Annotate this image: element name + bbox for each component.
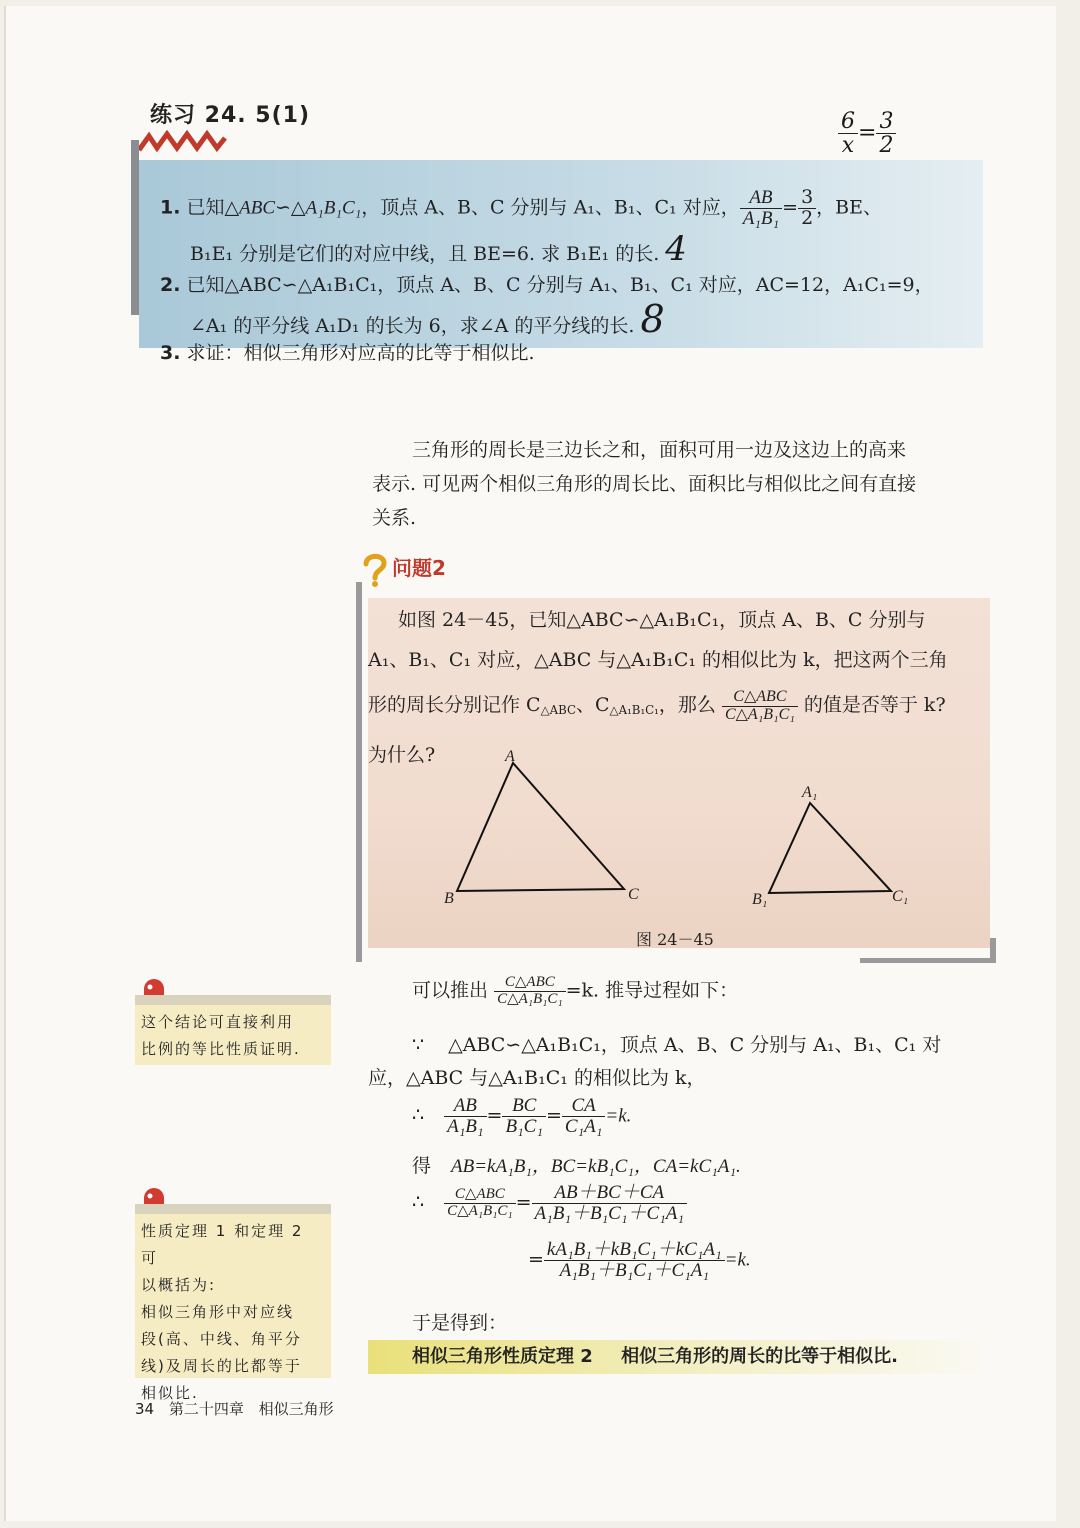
- chapter-title: 相似三角形: [258, 1400, 334, 1418]
- problem-shadow-bottom: [860, 958, 996, 963]
- exercise-item-2-line2: ∠A₁ 的平分线 A₁D₁ 的长为 6，求∠A 的平分线的长. 8: [190, 297, 665, 341]
- triangle-a1b1c1: [769, 803, 891, 893]
- page-number: 34: [135, 1400, 155, 1418]
- figure-24-45: [430, 745, 930, 925]
- page-footer: [135, 1398, 334, 1419]
- handwritten-answer-1: 4: [665, 229, 687, 269]
- exercise-item-3: 3. 求证：相似三角形对应高的比等于相似比.: [160, 342, 535, 364]
- derivation-sum-2: = $\frac{\text{kA₁B₁＋kB₁C₁＋kC₁A₁}}{\text{A₁B₁＋B₁C₁＋C₁A₁}}$ =k.: [528, 1239, 751, 1281]
- chapter-label: 第二十四章: [168, 1400, 244, 1418]
- triangle-abc: [457, 763, 624, 891]
- zigzag-decoration-icon: [137, 126, 227, 156]
- figure-caption: 图 24－45: [636, 930, 714, 949]
- intro-paragraph: 三角形的周长是三边长之和，面积可用一边及这边上的高来 表示. 可见两个相似三角形的周长比、面积比与相似比之间有直接 关系.: [372, 439, 917, 529]
- exercise-item-2: 2. 已知△ABC∽△A₁B₁C₁，顶点 A、B、C 分别与 A₁、B₁、C₁ 对应，AC=12，A₁C₁=9，: [160, 274, 934, 296]
- exercise-item-1-line2: B₁E₁ 分别是它们的对应中线，且 BE=6. 求 B₁E₁ 的长. 4: [190, 229, 687, 269]
- exercise-title: 练习 24. 5(1): [150, 103, 311, 128]
- problem-heading: 问题2: [392, 556, 446, 580]
- handwritten-answer-2: 8: [640, 297, 665, 341]
- question-mark-icon: [360, 552, 390, 588]
- handwritten-ratio: $\frac{6}{x}$ = $\frac{3}{2}$: [838, 110, 896, 157]
- exercise-side-bar: [131, 140, 139, 315]
- note-2: 性质定理 1 和定理 2 可 以概括为: 相似三角形中对应线 段(高、中线、角平分 线)及周长的比都等于 相似比.: [135, 1214, 331, 1378]
- label-c: C: [628, 886, 639, 903]
- theorem-banner: [368, 1340, 982, 1374]
- derivation-conclude: 于是得到：: [412, 1312, 508, 1334]
- derivation-ratio: ∴ $\frac{AB}{\text{A₁B₁}}$ = $\frac{BC}{\text{B₁C₁}}$ = $\frac{CA}{\text{C₁A₁}}$ =k.: [412, 1095, 632, 1137]
- label-b: B: [444, 890, 454, 907]
- theorem-body: 相似三角形的周长的比等于相似比.: [621, 1346, 898, 1367]
- note-1: 这个结论可直接利用 比例的等比性质证明.: [135, 1005, 331, 1065]
- derivation-line-1: 可以推出 $\frac{\text{C△ABC}}{\text{C△A₁B₁C₁}}$ =k. 推导过程如下：: [412, 974, 739, 1007]
- label-a: A: [505, 748, 515, 765]
- label-a1: A₁: [802, 784, 818, 801]
- problem-side-bar: [356, 582, 362, 962]
- derivation-line-2: ∵ △ABC∽△A₁B₁C₁，顶点 A、B、C 分别与 A₁、B₁、C₁ 对: [412, 1034, 942, 1056]
- derivation-line-3: 应，△ABC 与△A₁B₁C₁ 的相似比为 k，: [368, 1067, 706, 1089]
- problem-text: 如图 24－45，已知△ABC∽△A₁B₁C₁，顶点 A、B、C 分别与 A₁、B₁、C₁ 对应，△ABC 与△A₁B₁C₁ 的相似比为 k，把这两个三角 形的周长分别记作 $C_{\triangle ABC}$、$C_{\triangle A_1B_1C_1}$，那么 $\frac{\text{C△ABC}}{\text{C△A₁B₁C₁}}$ 的值是否等于 k? 为什么?: [368, 609, 948, 766]
- derivation-line-5: 得 AB=kA₁B₁，BC=kB₁C₁，CA=kC₁A₁.: [412, 1155, 741, 1177]
- derivation-sum-1: ∴ $\frac{\text{C△ABC}}{\text{C△A₁B₁C₁}}$ = $\frac{AB+BC+CA}{\text{A₁B₁＋B₁C₁＋C₁A₁}}$: [412, 1183, 687, 1224]
- theorem-name: 相似三角形性质定理 2: [412, 1346, 593, 1367]
- exercise-item-1: 1. 已知△ABC∽△A₁B₁C₁，顶点 A、B、C 分别与 A₁、B₁、C₁ 对应， $\frac{AB}{\text{A₁B₁}}$ = $\frac{3}{2}$ ，BE、: [160, 186, 882, 229]
- label-b1: B₁: [752, 891, 768, 908]
- label-c1: C₁: [892, 888, 909, 905]
